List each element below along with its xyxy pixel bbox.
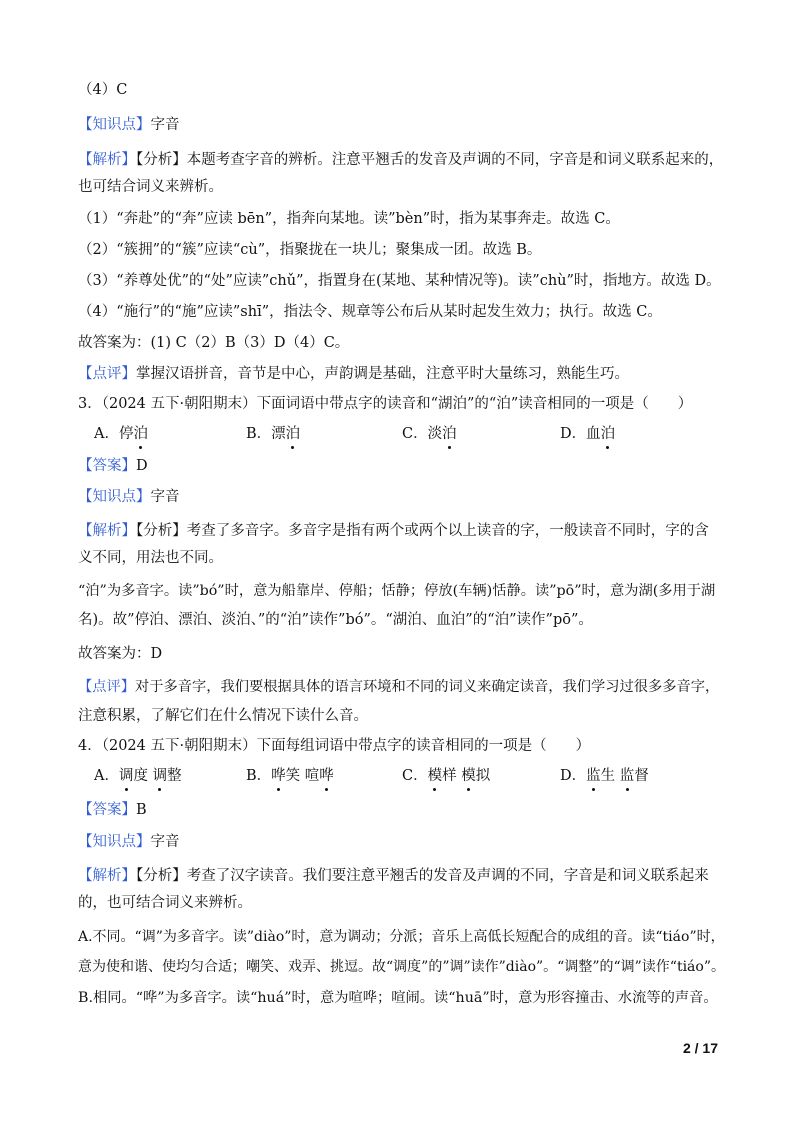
dotted-char: 哗 [271, 768, 286, 784]
q4-option-d: D．监生 监督 [560, 768, 649, 784]
q4-stem: 4．（2024 五下·朝阳期末）下面每组词语中带点字的读音相同的一项是（ ） [78, 738, 591, 754]
answer-label: 【答案】 [78, 458, 136, 474]
q3-analysis-line-1 [78, 521, 724, 541]
analysis-sub-label: 【分析】 [136, 523, 187, 539]
q4-option-b-analysis-1: B.相同。“哗”为多音字。读“huá”时，意为喧哗；喧闹。读“huā”时，意为形容撞击、水流等的声音。 [78, 990, 718, 1006]
q2-final-answer: 故答案为：(1) C（2）B（3）D（4）C。 [78, 335, 350, 351]
q3-option-c: C．淡泊 [402, 426, 457, 442]
answer-text: B [136, 802, 147, 818]
dotted-char: 泊 [133, 426, 148, 442]
knowledge-label: 【知识点】 [78, 834, 151, 850]
knowledge-text: 字音 [150, 834, 180, 850]
q3-detail-line-2: 名)。故”停泊、漂泊、淡泊、”的“泊”读作”bó”。“湖泊、血泊”的“泊”读作”pō”。 [78, 612, 593, 628]
dotted-char: 泊 [285, 426, 301, 442]
knowledge-text: 字音 [150, 117, 180, 133]
q3-option-d: D．血泊 [560, 426, 616, 442]
q3-option-a: A．停泊 [94, 426, 148, 442]
analysis-text: 本题考查字音的辨析。注意平翘舌的发音及声调的不同，字音是和词义联系起来的， [186, 152, 724, 168]
answer-label: 【答案】 [78, 802, 136, 818]
dotted-char: 泊 [600, 426, 616, 442]
q3-final-answer: 故答案为：D [78, 646, 163, 662]
dotted-char: 模 [427, 768, 443, 784]
page-number: 2 / 17 [682, 1040, 718, 1056]
dotted-char: 模 [461, 768, 476, 784]
q2-analysis-line-2: 也可结合词义来辨析。 [78, 179, 223, 195]
q3-option-b: B．漂泊 [246, 426, 301, 442]
q4-option-c: C．模样 模拟 [402, 768, 491, 784]
answer-text: D [136, 458, 148, 474]
dotted-char: 监 [586, 768, 601, 784]
q3-comment-line-2: 注意积累，了解它们在什么情况下读什么音。 [78, 708, 368, 724]
dotted-char: 调 [118, 768, 134, 784]
analysis-sub-label: 【分析】 [136, 152, 187, 168]
analysis-label: 【解析】 [78, 868, 136, 884]
comment-label: 【点评】 [78, 366, 136, 382]
q2-knowledge-point [78, 115, 724, 135]
dotted-char: 监 [619, 768, 635, 784]
q4-option-a-analysis-1: A.不同。“调”为多音字。读”diào”时，意为调动；分派；音乐上高低长短配合的成组的音。读“tiáo”时， [78, 929, 725, 945]
q2-item-3: （3）“养尊处优”的“处”应读”chǔ”，指置身在(某地、某种情况等)。读”chù”时，指地方。故选 D。 [78, 273, 721, 289]
dotted-char: 哗 [319, 768, 334, 784]
dotted-char: 泊 [442, 426, 457, 442]
q3-knowledge-point [78, 487, 724, 507]
q3-answer [78, 456, 724, 476]
comment-text: 对于多音字，我们要根据具体的语言环境和不同的词义来确定读音，我们学习过很多多音字， [135, 679, 720, 695]
q2-comment [78, 364, 724, 384]
q4-knowledge-point [78, 832, 724, 852]
q2-item-4: （4）“施行”的“施”应读”shī”，指法令、规章等公布后从某时起发生效力；执行。故选 C。 [78, 304, 662, 320]
analysis-label: 【解析】 [78, 523, 136, 539]
knowledge-text: 字音 [150, 489, 180, 505]
comment-text: 掌握汉语拼音，音节是中心，声韵调是基础，注意平时大量练习，熟能生巧。 [136, 366, 629, 382]
q4-option-a: A．调度 调整 [94, 768, 182, 784]
q4-option-b: B．哗笑 喧哗 [246, 768, 334, 784]
knowledge-label: 【知识点】 [78, 117, 151, 133]
q3-stem: 3．（2024 五下·朝阳期末）下面词语中带点字的读音和“湖泊”的“泊”读音相同的一项是（ ） [78, 396, 693, 412]
q4-option-a-analysis-2: 意为使和谐、使均匀合适；嘲笑、戏弄、挑逗。故“调度”的”调”读作”diào”。“调整”的“调”读作“tiáo”。 [78, 959, 725, 975]
q3-detail-line-1: “泊”为多音字。读”bó”时，意为船靠岸、停船；恬静；停放(车辆)恬静。读”pō”时，意为湖(多用于湖 [78, 583, 716, 599]
q4-analysis-line-1 [78, 866, 724, 886]
q3-comment-line-1 [78, 677, 724, 697]
q2-analysis-line-1 [78, 150, 724, 170]
q2-option-4: （4）C [78, 82, 128, 98]
q3-analysis-line-2: 义不同，用法也不同。 [78, 550, 223, 566]
q4-analysis-line-2: 的，也可结合词义来辨析。 [78, 895, 252, 911]
knowledge-label: 【知识点】 [78, 489, 151, 505]
analysis-label: 【解析】 [78, 152, 136, 168]
q2-item-1: （1）“奔赴”的“奔”应读 bēn”，指奔向某地。读”bèn”时，指为某事奔走。故选 C。 [78, 211, 620, 227]
dotted-char: 调 [152, 768, 168, 784]
analysis-sub-label: 【分析】 [136, 868, 187, 884]
analysis-text: 考查了汉字读音。我们要注意平翘舌的发音及声调的不同，字音是和词义联系起来 [186, 868, 709, 884]
comment-label: 【点评】 [78, 679, 136, 695]
q4-answer [78, 800, 724, 820]
analysis-text: 考查了多音字。多音字是指有两个或两个以上读音的字，一般读音不同时，字的含 [186, 523, 709, 539]
q2-item-2: （2）“簇拥”的“簇”应读“cù”，指聚拢在一块儿；聚集成一团。故选 B。 [78, 242, 542, 258]
